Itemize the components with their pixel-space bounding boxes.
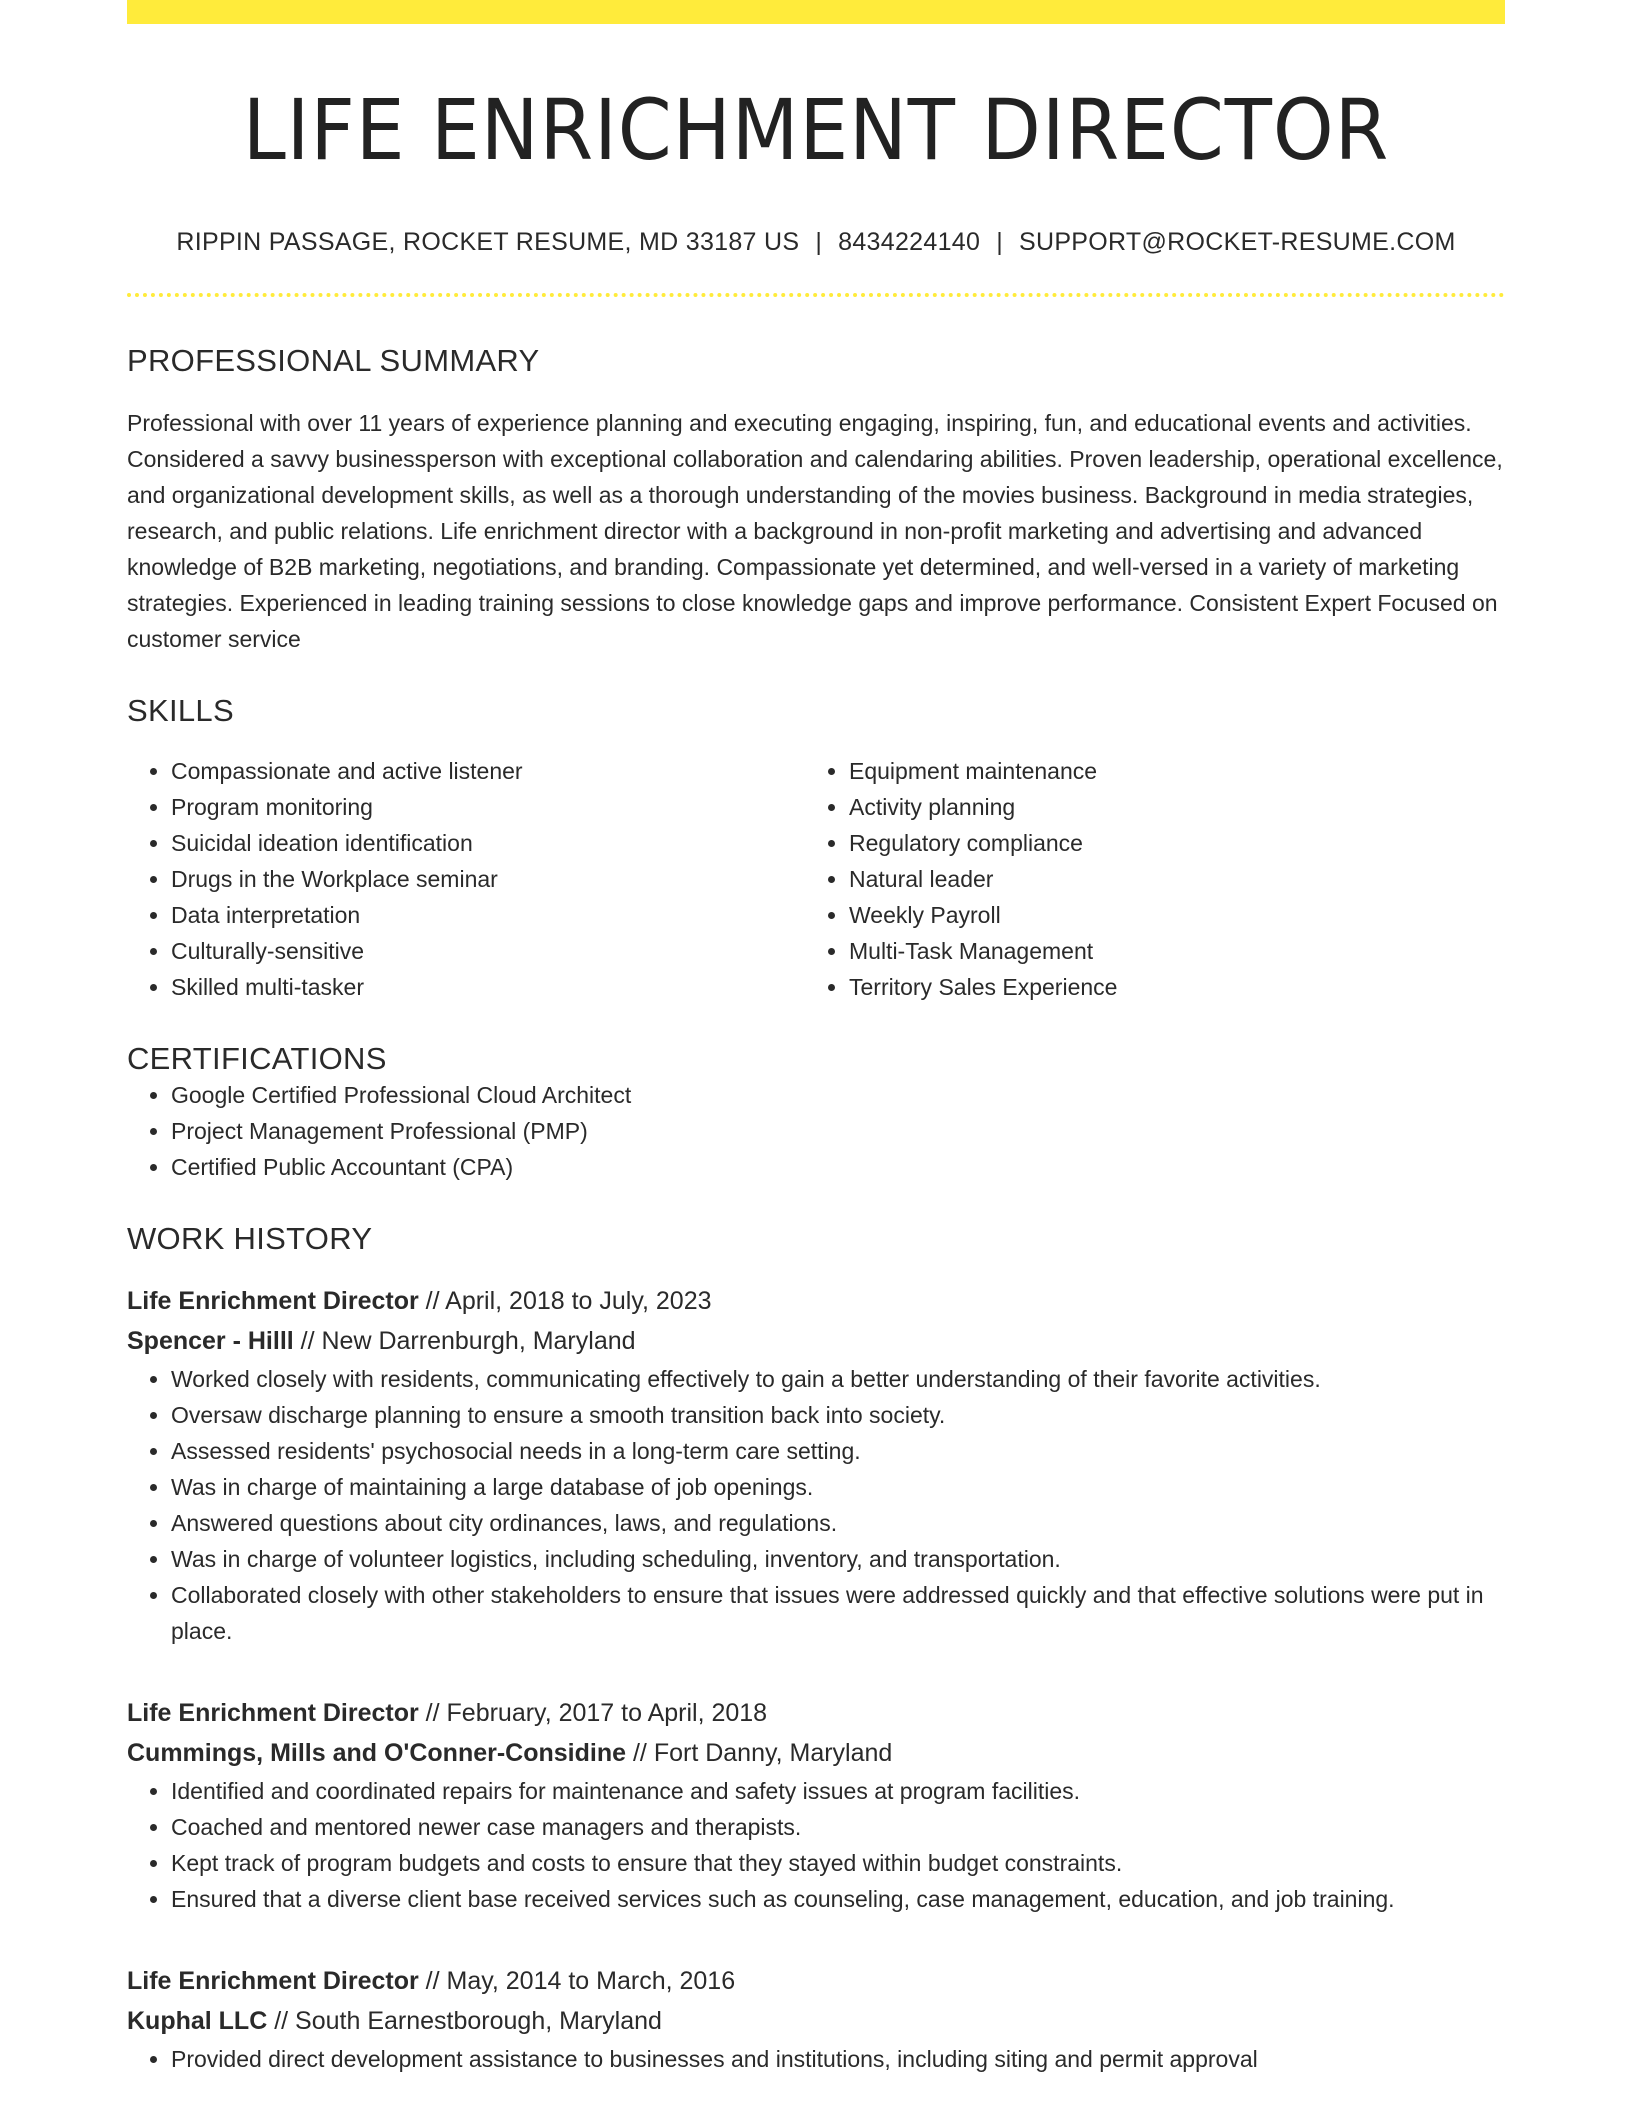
job-company-line [127,2001,1505,2041]
summary-text: Professional with over 11 years of experience planning and executing engaging, inspiring, fun, and educational events and activities. Considered a savvy businessperson with exceptional collaboration and calendaring abilities. Proven leadership, operational excellence, and organizational development skills, as well as a thorough understanding of the movies business. Background in media strategies, research, and public relations. Life enrichment director with a background in non-profit marketing and advertising and advanced knowledge of B2B marketing, negotiations, and branding. Compassionate yet determined, and well-versed in a variety of marketing strategies. Experienced in leading training sessions to close knowledge gaps and improve performance. Consistent Expert Focused on customer service [127,410,1503,653]
skill-item: • Data interpretation [171,897,805,933]
job-dates: // February, 2017 to April, 2018 [418,1699,768,1728]
job-company-line [127,1733,1505,1773]
job-bullet: • Coached and mentored newer case managers and therapists. [171,1809,1505,1845]
job-bullets [127,1773,1505,1917]
job-dates: // May, 2014 to March, 2016 [418,1967,736,1996]
skill-item: • Territory Sales Experience [849,969,1483,1005]
skill-item: • Activity planning [849,789,1483,825]
resume-page [127,0,1505,2077]
job-bullet: • Was in charge of volunteer logistics, including scheduling, inventory, and transportation. [171,1541,1505,1577]
skill-item: • Weekly Payroll [849,897,1483,933]
skill-item: • Drugs in the Workplace seminar [171,861,805,897]
job-role-line [127,1281,1505,1321]
job-bullets [127,1361,1505,1649]
address: RIPPIN PASSAGE, ROCKET RESUME, MD 33187 US [176,228,800,257]
skills-list-left [127,753,805,1005]
job-company: Cummings, Mills and O'Conner-Considine [127,1739,627,1768]
job-location: // South Earnestborough, Maryland [267,2007,662,2036]
certification-item: • Project Management Professional (PMP) [171,1113,1505,1149]
section-title-work-history: WORK HISTORY [127,1221,373,1257]
job-location: // New Darrenburgh, Maryland [293,1327,636,1356]
job-location: // Fort Danny, Maryland [626,1739,893,1768]
skills-list-right [805,753,1483,1005]
job-bullet: • Worked closely with residents, communicating effectively to gain a better understanding of their favorite activities. [171,1361,1505,1397]
skills-grid [127,753,1505,1005]
skills-column-right [805,753,1483,1005]
job-bullet: • Oversaw discharge planning to ensure a smooth transition back into society. [171,1397,1505,1433]
job-dates: // April, 2018 to July, 2023 [418,1287,712,1316]
skill-item: • Skilled multi-tasker [171,969,805,1005]
job-role-line [127,1693,1505,1733]
job-bullet: • Kept track of program budgets and costs to ensure that they stayed within budget constraints. [171,1845,1505,1881]
job-company: Kuphal LLC [127,2007,268,2036]
job-bullets [127,2041,1505,2077]
job-bullet: • Ensured that a diverse client base received services such as counseling, case management, education, and job training. [171,1881,1505,1917]
certification-item: • Certified Public Accountant (CPA) [171,1149,1505,1185]
job-role: Life Enrichment Director [127,1967,419,1996]
separator: | [815,228,823,257]
job-entry [127,1961,1505,2077]
job-role-line [127,1961,1505,2001]
job-bullet: • Identified and coordinated repairs for maintenance and safety issues at program facilities. [171,1773,1505,1809]
resume-title: LIFE ENRICHMENT DIRECTOR [242,81,1390,179]
job-role: Life Enrichment Director [127,1287,419,1316]
skill-item: • Compassionate and active listener [171,753,805,789]
certifications-list [127,1077,1505,1185]
email: SUPPORT@ROCKET-RESUME.COM [1018,228,1456,257]
job-company-line [127,1321,1505,1361]
job-bullet: • Answered questions about city ordinances, laws, and regulations. [171,1505,1505,1541]
skill-item: • Program monitoring [171,789,805,825]
job-bullet: • Provided direct development assistance to businesses and institutions, including siting and permit approval [171,2041,1505,2077]
skill-item: • Natural leader [849,861,1483,897]
section-title-skills: SKILLS [127,693,234,729]
section-title-certifications: CERTIFICATIONS [127,1041,387,1077]
skill-item: • Culturally-sensitive [171,933,805,969]
skill-item: • Multi-Task Management [849,933,1483,969]
job-bullet: • Was in charge of maintaining a large database of job openings. [171,1469,1505,1505]
dotted-divider [127,293,1505,297]
job-bullet: • Collaborated closely with other stakeholders to ensure that issues were addressed quickly and that effective solutions were put in place. [171,1577,1505,1649]
job-role: Life Enrichment Director [127,1699,419,1728]
job-company: Spencer - Hilll [127,1327,294,1356]
skills-column-left [127,753,805,1005]
job-bullet: • Assessed residents' psychosocial needs in a long-term care setting. [171,1433,1505,1469]
job-entry [127,1281,1505,1649]
phone: 8434224140 [838,228,981,257]
skill-item: • Regulatory compliance [849,825,1483,861]
skill-item: • Equipment maintenance [849,753,1483,789]
accent-bar [127,0,1505,24]
separator: | [996,228,1003,257]
contact-line [127,228,1505,257]
skill-item: • Suicidal ideation identification [171,825,805,861]
certification-item: • Google Certified Professional Cloud Architect [171,1077,1505,1113]
job-entry [127,1693,1505,1917]
section-title-summary: PROFESSIONAL SUMMARY [127,343,540,379]
